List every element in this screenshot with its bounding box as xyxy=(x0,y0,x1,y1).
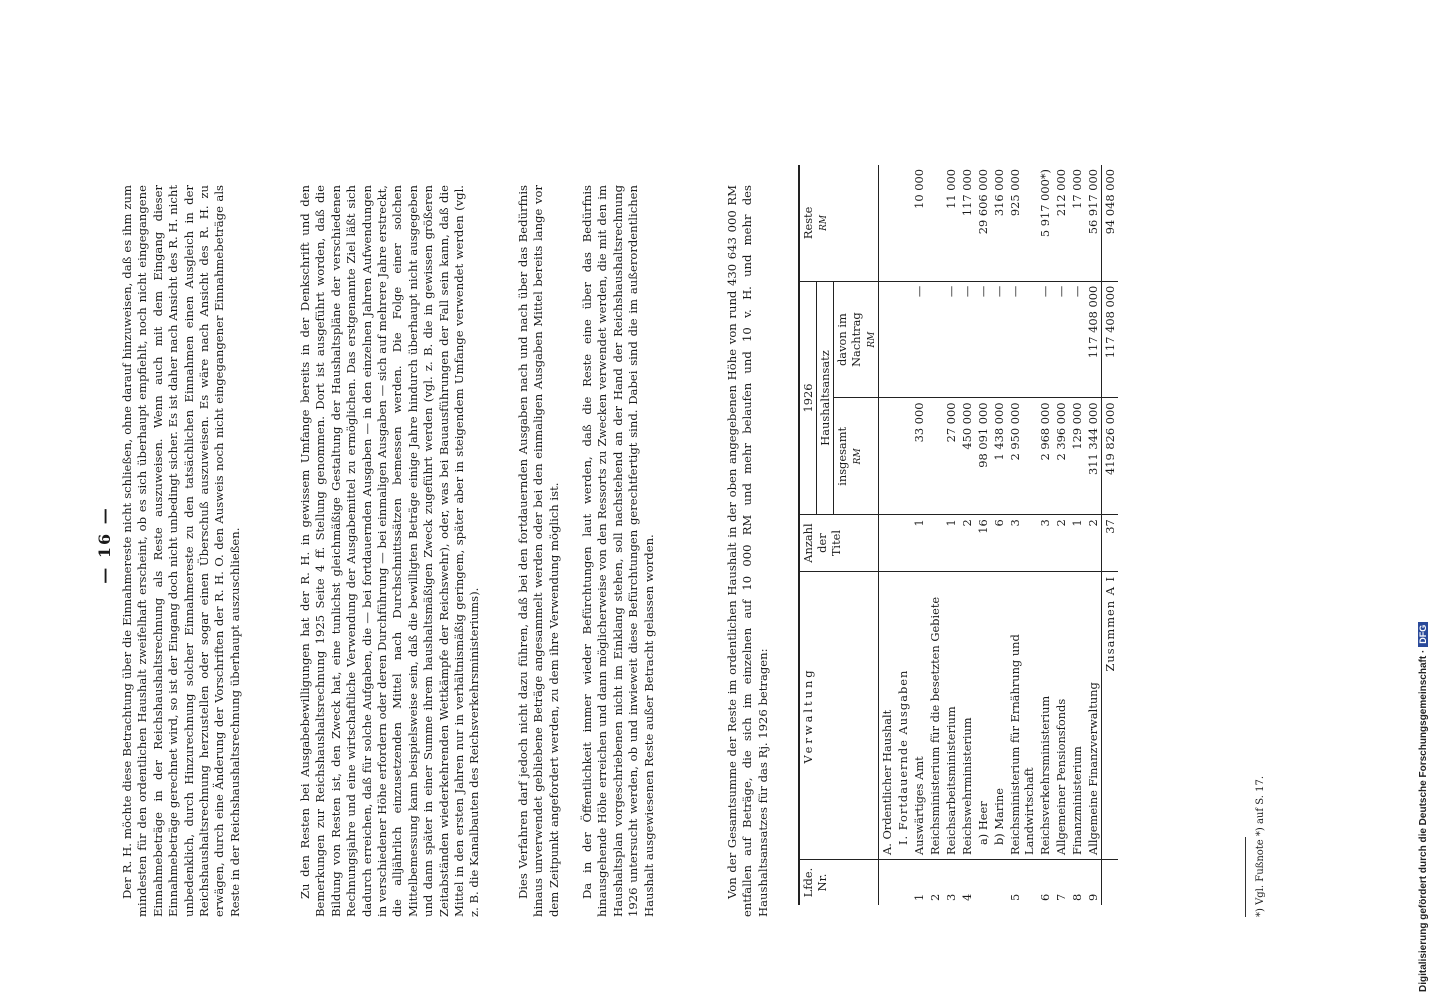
header-anzahl-titel: Anzahl der Titel xyxy=(799,515,879,572)
row-nachtrag: — xyxy=(991,281,1007,398)
row-nr: 5 xyxy=(1008,893,1022,901)
header-nachtrag-unit: RM xyxy=(867,331,877,348)
dfg-logo: DFG xyxy=(1418,622,1428,647)
footnote-rule xyxy=(1245,837,1246,917)
header-insgesamt-unit: RM xyxy=(853,448,863,465)
header-verwaltung: Verwaltung xyxy=(799,571,879,859)
row-nr: 2 xyxy=(928,893,942,901)
header-insgesamt-label: insgesamt xyxy=(835,426,849,486)
dfg-credit-text: Digitalisierung gefördert durch die Deutsche Forschungsgemeinschaft · xyxy=(1418,649,1429,992)
row-name: b) Marine xyxy=(991,571,1007,859)
paragraph-gesamtsumme: Von der Gesamtsumme der Reste im ordentlichen Haushalt in der oben angegebenen Höhe von rund 430 643 000 RM entfallen auf Beträge, die sich im einzelnen auf 10 000 RM und mehr belaufen und 10 v. H. und mehr des Haushaltsansatzes für das Rj. 1926 betragen: xyxy=(725,185,770,917)
row-nachtrag: — xyxy=(943,281,959,398)
row-name: Finanzministerium xyxy=(1069,571,1085,859)
table-row xyxy=(959,165,975,905)
footnote: *) Vgl. Fußnote *) auf S. 17. xyxy=(1255,775,1266,917)
row-insgesamt: 129 000 xyxy=(1069,398,1085,515)
header-insgesamt xyxy=(834,398,879,515)
paragraph-einnahmereste: Der R. H. möchte diese Betrachtung über die Einnahmereste nicht schließen, ohne darauf hinzuweisen, daß es ihm zum mindesten für den ordentlichen Haushalt zweifelhaft erscheint, ob es sich überhaupt empfiehlt, noch nicht eingegangene Einnahmebeträge in der Reichshaushaltsrechnung als Reste auszuweisen. Wenn auch mit dem Eingang dieser Einnahmebeträge gerechnet wird, so ist der Eingang doch nicht unbedingt sicher. Es ist daher nach Ansicht des R. H. nicht unbedenklich, durch Hinzurechnung solcher Einnahmereste zu den tatsächlichen Einnahmen einen Ausgleich in der Reichshaushaltsrechnung herzustellen oder sogar einen Überschuß auszuweisen. Es wäre nach Ansicht des R. H. zu erwägen, durch eine Änderung der Vorschriften der R. H. O. den Ausweis noch nicht eingegangener Einnahmebeträge als Reste in der Reichshaushaltsrechnung überhaupt auszuschließen. xyxy=(120,185,242,917)
header-nachtrag xyxy=(834,281,879,398)
row-name: Reichsverkehrsministerium xyxy=(1037,571,1053,859)
total-insgesamt: 419 826 000 xyxy=(1102,398,1119,515)
row-reste: 212 000 xyxy=(1053,165,1069,281)
header-year: 1926 xyxy=(799,281,817,514)
row-anzahl: 6 xyxy=(991,515,1007,572)
row-anzahl: 2 xyxy=(959,515,975,572)
table-row xyxy=(1053,165,1069,905)
row-reste: 10 000 xyxy=(911,165,927,281)
row-anzahl: 2 xyxy=(1085,515,1102,572)
row-insgesamt: 33 000 xyxy=(911,398,927,515)
table-row xyxy=(927,165,943,905)
row-nachtrag: — xyxy=(1007,281,1037,398)
row-nachtrag: 117 408 000 xyxy=(1085,281,1102,398)
total-label: Zusammen A I xyxy=(1102,571,1119,859)
row-name: a) Heer xyxy=(975,571,991,859)
row-anzahl: 1 xyxy=(1069,515,1085,572)
row-reste: 316 000 xyxy=(991,165,1007,281)
row-nachtrag: — xyxy=(959,281,975,398)
row-insgesamt: 311 344 000 xyxy=(1085,398,1102,515)
row-anzahl: 3 xyxy=(1037,515,1053,572)
row-reste: 11 000 xyxy=(943,165,959,281)
total-anzahl: 37 xyxy=(1102,515,1119,572)
section-i-heading: I. Fortdauernde Ausgaben xyxy=(895,571,911,859)
row-name: Reichswehrministerium xyxy=(959,571,975,859)
row-nr: 7 xyxy=(1054,893,1068,901)
row-name: Reichsministerium für Ernährung und Landwirtschaft xyxy=(1007,571,1037,859)
row-nr: 4 xyxy=(960,893,974,901)
total-row xyxy=(1102,165,1119,905)
row-nachtrag: — xyxy=(1053,281,1069,398)
reste-table xyxy=(798,165,1118,905)
row-nachtrag: — xyxy=(1069,281,1085,398)
paragraph-verfahren: Dies Verfahren darf jedoch nicht dazu führen, daß bei den fortdauernden Ausgaben nach und nach über das Bedürfnis hinaus unverwendet gebliebene Beträge angesammelt werden oder bei den einmaligen Ausgaben Mittel bereits lange vor dem Zeitpunkt angefordert werden, zu dem ihre Verwendung möglich ist. xyxy=(516,185,561,917)
dfg-credit xyxy=(1418,12,1432,992)
table-row xyxy=(943,165,959,905)
row-nachtrag xyxy=(927,281,943,398)
row-nr: 3 xyxy=(944,893,958,901)
total-nachtrag: 117 408 000 xyxy=(1102,281,1119,398)
row-reste: 29 606 000 xyxy=(975,165,991,281)
document-page xyxy=(90,145,1290,945)
row-anzahl: 1 xyxy=(943,515,959,572)
row-reste: 925 000 xyxy=(1007,165,1037,281)
row-reste: 117 000 xyxy=(959,165,975,281)
row-insgesamt: 27 000 xyxy=(943,398,959,515)
row-anzahl: 16 xyxy=(975,515,991,572)
row-nachtrag: — xyxy=(911,281,927,398)
table-row xyxy=(1007,165,1037,905)
row-anzahl: 1 xyxy=(911,515,927,572)
row-reste: 5 917 000*) xyxy=(1037,165,1053,281)
row-nr: 8 xyxy=(1070,893,1084,901)
header-reste xyxy=(799,165,879,281)
row-insgesamt xyxy=(927,398,943,515)
row-anzahl: 3 xyxy=(1007,515,1037,572)
row-insgesamt: 2 968 000 xyxy=(1037,398,1053,515)
row-nr: 6 xyxy=(1038,893,1052,901)
page-number: — 16 — xyxy=(95,506,114,584)
table-row xyxy=(975,165,991,905)
row-insgesamt: 1 438 000 xyxy=(991,398,1007,515)
section-a-heading: A. Ordentlicher Haushalt xyxy=(879,571,896,859)
row-reste xyxy=(927,165,943,281)
row-name: Reichsministerium für die besetzten Gebiete xyxy=(927,571,943,859)
paragraph-oeffentlichkeit: Da in der Öffentlichkeit immer wieder Befürchtungen laut werden, daß die Reste eine über das Bedürfnis hinausgehende Höhe erreichen und dann möglicherweise von den Ressorts zu Zwecken verwendet werden, die mit den im Haushaltsplan vorgeschriebenen nicht im Einklang stehen, soll nachstehend an der Hand der Reichshaushaltsrechnung 1926 untersucht werden, ob und inwieweit diese Befürchtungen gerechtfertigt sind. Dabei sind die im außerordentlichen Haushalt ausgewiesenen Reste außer Betracht gelassen worden. xyxy=(580,185,656,917)
table-row xyxy=(1085,165,1102,905)
row-anzahl xyxy=(927,515,943,572)
total-reste: 94 048 000 xyxy=(1102,165,1119,281)
row-name: Auswärtiges Amt xyxy=(911,571,927,859)
header-lfde-nr: Lfde. Nr. xyxy=(799,860,879,906)
table-row xyxy=(911,165,927,905)
row-nachtrag: — xyxy=(1037,281,1053,398)
row-name: Reichsarbeitsministerium xyxy=(943,571,959,859)
row-nachtrag: — xyxy=(975,281,991,398)
header-reste-unit: RM xyxy=(819,214,829,231)
row-nr xyxy=(975,860,991,906)
header-haushaltsansatz: Haushaltsansatz xyxy=(817,281,834,514)
header-nachtrag-label: davon im Nachtrag xyxy=(835,312,863,367)
table-row xyxy=(1069,165,1085,905)
row-insgesamt: 98 091 000 xyxy=(975,398,991,515)
row-reste: 17 000 xyxy=(1069,165,1085,281)
row-anzahl: 2 xyxy=(1053,515,1069,572)
row-insgesamt: 450 000 xyxy=(959,398,975,515)
row-nr xyxy=(991,860,1007,906)
row-insgesamt: 2 950 000 xyxy=(1007,398,1037,515)
row-name: Allgemeine Finanzverwaltung xyxy=(1085,571,1102,859)
row-nr: 1 xyxy=(912,893,926,901)
row-insgesamt: 2 396 000 xyxy=(1053,398,1069,515)
row-name: Allgemeiner Pensionsfonds xyxy=(1053,571,1069,859)
header-reste-label: Reste xyxy=(801,206,815,240)
row-reste: 56 917 000 xyxy=(1085,165,1102,281)
row-nr: 9 xyxy=(1086,893,1100,901)
table-row xyxy=(1037,165,1053,905)
paragraph-ausgabebewilligungen: Zu den Resten bei Ausgabebewilligungen hat der R. H. in gewissem Umfange bereits in der Denkschrift und den Bemerkungen zur Reichshaushaltsrechnung 1925 Seite 4 ff. Stellung genommen. Dort ist ausgeführt worden, daß die Bildung von Resten ist, den Zweck hat, eine tunlichst gleichmäßige Gestaltung der Haushaltspläne der verschiedenen Rechnungsjahre und eine wirtschaftliche Verwendung der Ausgabemittel zu ermöglichen. Das erstgenannte Ziel läßt sich dadurch erreichen, daß für solche Aufgaben, die — bei fortdauernden Ausgaben — in den einzelnen Jahren Aufwendungen in verschiedener Höhe erfordern oder deren Durchführung — bei einmaligen Ausgaben — sich auf mehrere Jahre erstreckt, die alljährlich einzusetzenden Mittel nach Durchschnittssätzen bemessen werden. Die Folge einer solchen Mittelbemessung kann beispielsweise sein, daß die bewilligten Beträge einige Jahre hindurch überhaupt nicht ausgegeben und dann später in einer Summe ihrem haushaltsmäßigen Zweck zugeführt werden (vgl. z. B. die in gewissen größeren Zeitabständen wiederkehrenden Wettkämpfe der Reichswehr), oder, was bei Bauausführungen der Fall sein kann, daß die Mittel in den ersten Jahren nur in verhältnismäßig geringem, später aber in steigendem Umfange verwendet werden (vgl. z. B. die Kanalbauten des Reichsverkehrsministeriums). xyxy=(298,185,482,917)
table-row xyxy=(991,165,1007,905)
